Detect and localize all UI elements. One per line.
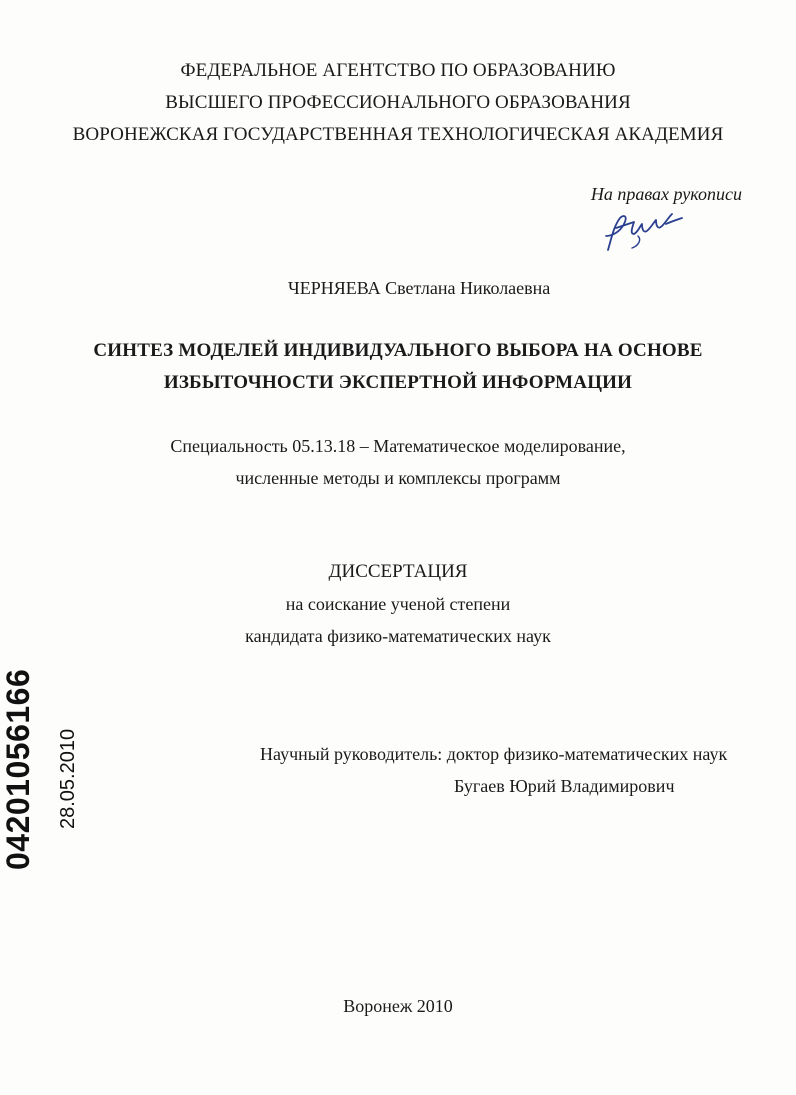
supervisor-name: Бугаев Юрий Владимирович xyxy=(454,776,675,796)
dissertation-heading: ДИССЕРТАЦИЯ xyxy=(328,561,468,582)
degree-line-1: на соискание ученой степени xyxy=(285,594,511,614)
author-name: ЧЕРНЯЕВА Светлана Николаевна xyxy=(288,278,551,298)
manuscript-note: На правах рукописи xyxy=(590,184,742,204)
specialty-line-2: численные методы и комплексы программ xyxy=(235,468,561,488)
header-line-1: ФЕДЕРАЛЬНОЕ АГЕНТСТВО ПО ОБРАЗОВАНИЮ xyxy=(180,60,616,81)
supervisor-role: Научный руководитель: доктор физико-математических наук xyxy=(260,744,728,764)
handwritten-signature xyxy=(598,206,694,254)
place-and-year: Воронеж 2010 xyxy=(343,996,453,1016)
library-stamp-code: 04201056166 xyxy=(0,668,36,870)
library-stamp-date: 28.05.2010 xyxy=(57,728,79,829)
degree-line-2: кандидата физико-математических наук xyxy=(245,626,551,646)
title-line-1: СИНТЕЗ МОДЕЛЕЙ ИНДИВИДУАЛЬНОГО ВЫБОРА НА ОСНОВЕ xyxy=(93,340,703,361)
header-line-3: ВОРОНЕЖСКАЯ ГОСУДАРСТВЕННАЯ ТЕХНОЛОГИЧЕСКАЯ АКАДЕМИЯ xyxy=(72,124,724,145)
title-line-2: ИЗБЫТОЧНОСТИ ЭКСПЕРТНОЙ ИНФОРМАЦИИ xyxy=(163,372,633,393)
header-line-2: ВЫСШЕГО ПРОФЕССИОНАЛЬНОГО ОБРАЗОВАНИЯ xyxy=(165,92,631,113)
specialty-line-1: Специальность 05.13.18 – Математическое моделирование, xyxy=(170,436,626,456)
